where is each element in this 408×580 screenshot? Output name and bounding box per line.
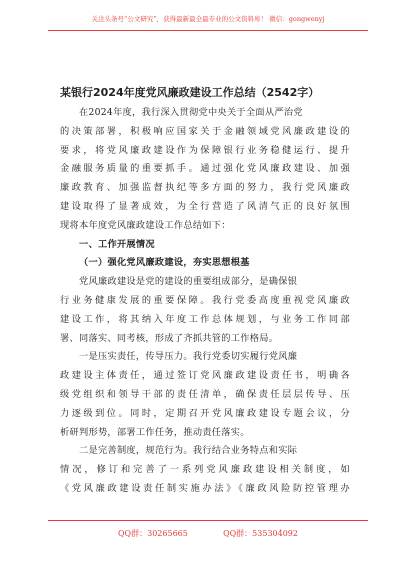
paragraph-line: 的决策部署，积极响应国家关于金融领域党风廉政建设的 — [60, 125, 350, 137]
subsection-heading: （一）强化党风廉政建设，夯实思想根基 — [79, 257, 250, 269]
top-divider — [48, 30, 368, 31]
paragraph-line: 金融服务质量的重要抓手。通过强化党风廉政建设、加强 — [60, 163, 350, 175]
paragraph-line: 要求，将党风廉政建设作为保障银行业务稳健运行、提升 — [60, 144, 350, 156]
paragraph-line: 建设取得了显著成效，为全行营造了风清气正的良好氛围 — [60, 200, 350, 212]
top-banner: 关注头条号“公文研究”，获得最新最全最专业的公文资料库！ 微信：gongwenyj — [91, 15, 325, 23]
paragraph-line: 廉政教育、加强监督执纪等多方面的努力，我行党风廉政 — [60, 182, 350, 194]
paragraph-line: 二是完善制度，规范行为。我行结合业务特点和实际 — [79, 445, 298, 457]
footer-qq-group-2: QQ群：535304092 — [223, 529, 298, 538]
paragraph-line: 情况，修订和完善了一系列党风廉政建设相关制度，如 — [60, 464, 350, 476]
paragraph-line: 一是压实责任，传导压力。我行党委切实履行党风廉 — [79, 351, 298, 363]
paragraph-line: 析研判形势，部署工作任务，推动责任落实。 — [60, 426, 250, 438]
paragraph-line: 行业务健康发展的重要保障。我行党委高度重视党风廉政 — [60, 294, 350, 306]
paragraph-line: 政建设主体责任，通过签订党风廉政建设责任书，明确各 — [60, 370, 350, 382]
paragraph-line: 力逐级到位。同时，定期召开党风廉政建设专题会议，分 — [60, 407, 350, 419]
footer-contacts — [118, 528, 298, 540]
footer-qq-group-1: QQ群：30265665 — [118, 529, 188, 538]
paragraph-line: 《党风廉政建设责任制实施办法》《廉政风险防控管理办 — [60, 482, 350, 494]
paragraph-line: 建设工作，将其纳入年度工作总体规划，与业务工作同部 — [60, 313, 350, 325]
paragraph-line: 署、同落实、同考核，形成了齐抓共管的工作格局。 — [60, 332, 279, 344]
bottom-divider — [48, 520, 368, 521]
section-heading: 一、工作开展情况 — [79, 238, 155, 250]
paragraph-line: 在2024年度，我行深入贯彻党中央关于全面从严治党 — [79, 107, 303, 118]
paragraph-line: 现将本年度党风廉政建设工作总结如下： — [60, 219, 231, 231]
page-title: 某银行2024年度党风廉政建设工作总结（2542字） — [60, 86, 320, 99]
document-body — [60, 104, 350, 499]
paragraph-line: 党风廉政建设是党的建设的重要组成部分，是确保银 — [79, 276, 298, 288]
paragraph-line: 级党组织和领导干部的责任清单，确保责任层层传导、压 — [60, 388, 350, 400]
